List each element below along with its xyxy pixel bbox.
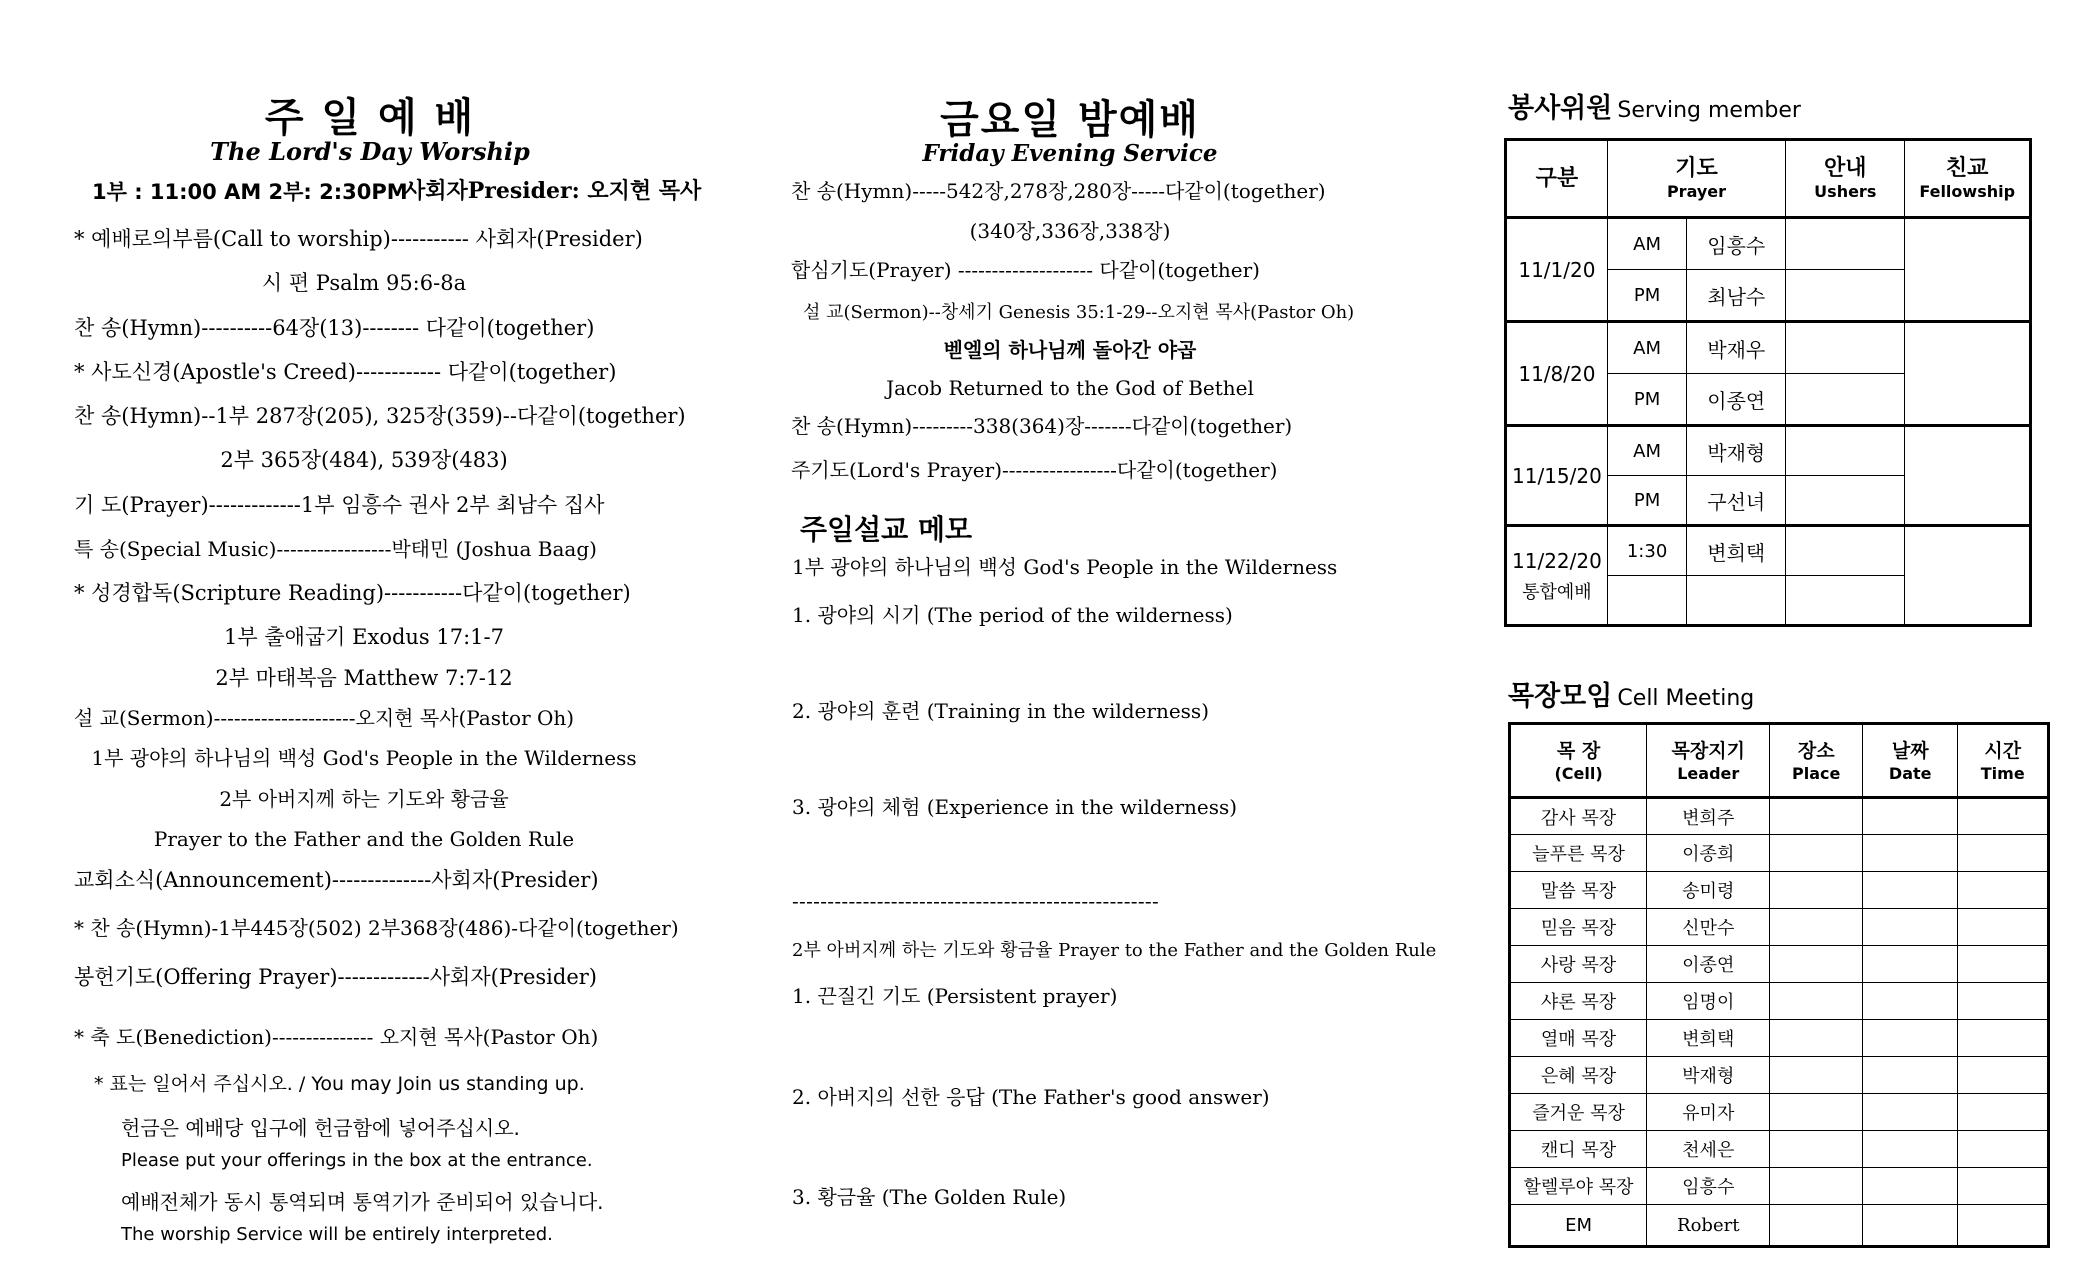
cell-place [1770, 1205, 1863, 1247]
order-item: 시 편 Psalm 95:6-8a [261, 271, 467, 295]
serving-slot: AM [1607, 426, 1686, 476]
cell-place [1770, 909, 1863, 946]
serving-date: 11/22/20 통합예배 [1506, 526, 1608, 626]
cell-time [1958, 1020, 2049, 1057]
memo-line: 3. 광야의 체험 (Experience in the wilderness) [792, 795, 1238, 819]
cell-name: 감사 목장 [1510, 798, 1647, 835]
serving-slot: PM [1607, 476, 1686, 526]
cell-time [1958, 983, 2049, 1020]
friday-item: (340장,336장,338장) [969, 219, 1171, 243]
header-ushers: 안내 Ushers [1786, 140, 1905, 218]
memo-line: 3. 황금율 (The Golden Rule) [792, 1185, 1067, 1209]
serving-prayer-name: 이종연 [1687, 374, 1786, 426]
header-place: 장소 Place [1770, 724, 1863, 798]
cell-name: 말씀 목장 [1510, 872, 1647, 909]
serving-heading [1508, 86, 1801, 125]
serving-date: 11/8/20 [1506, 322, 1608, 426]
cell-name: EM [1510, 1205, 1647, 1247]
order-item: 봉헌기도(Offering Prayer)-------------사회자(Presider) [74, 965, 597, 989]
cell-place [1770, 1057, 1863, 1094]
serving-title-en: Serving member [1617, 98, 1801, 123]
cell-name: 열매 목장 [1510, 1020, 1647, 1057]
header-date: 날짜 Date [1862, 724, 1957, 798]
serving-header-row [1506, 140, 2031, 218]
note-offering-ko: 헌금은 예배당 입구에 헌금함에 넣어주십시오. [121, 1116, 520, 1140]
memo-line: 2. 광야의 훈련 (Training in the wilderness) [792, 699, 1210, 723]
cell-place [1770, 798, 1863, 835]
order-item: 2부 365장(484), 539장(483) [220, 448, 508, 472]
sunday-subtitle: The Lord's Day Worship [210, 137, 530, 166]
cell-date [1862, 835, 1957, 872]
serving-slot: AM [1607, 218, 1686, 270]
serving-slot: AM [1607, 322, 1686, 374]
serving-prayer-name: 변희택 [1687, 526, 1786, 576]
friday-item: Jacob Returned to the God of Bethel [886, 376, 1254, 400]
cell-time [1958, 1205, 2049, 1247]
serving-fellowship-cell [1905, 218, 2031, 322]
cell-place [1770, 1168, 1863, 1205]
serving-usher-cell [1786, 218, 1905, 270]
friday-item: 설 교(Sermon)--창세기 Genesis 35:1-29--오지현 목사(Pastor Oh) [803, 302, 1355, 323]
order-item: 2부 아버지께 하는 기도와 황금율 [219, 787, 509, 811]
cell-title-ko: 목장모임 [1508, 681, 1613, 712]
serving-slot [1607, 576, 1686, 626]
cell-time [1958, 1094, 2049, 1131]
friday-item: 찬 송(Hymn)-----542장,278장,280장-----다같이(together) [791, 179, 1326, 203]
serving-usher-cell [1786, 476, 1905, 526]
serving-title-ko: 봉사위원 [1508, 93, 1613, 124]
order-item: 2부 마태복음 Matthew 7:7-12 [215, 666, 513, 690]
table-row [1510, 1020, 2049, 1057]
cell-place [1770, 835, 1863, 872]
table-row [1510, 1094, 2049, 1131]
cell-leader: 변희주 [1647, 798, 1770, 835]
cell-date [1862, 1205, 1957, 1247]
table-row [1510, 1057, 2049, 1094]
cell-date [1862, 946, 1957, 983]
friday-item: 합심기도(Prayer) -------------------- 다같이(together) [791, 258, 1260, 282]
header-time: 시간 Time [1958, 724, 2049, 798]
cell-time [1958, 798, 2049, 835]
cell-date [1862, 909, 1957, 946]
header-category: 구분 [1506, 140, 1608, 218]
cell-place [1770, 1131, 1863, 1168]
cell-name: 샤론 목장 [1510, 983, 1647, 1020]
order-item: 교회소식(Announcement)--------------사회자(Presider) [74, 868, 599, 892]
cell-date [1862, 1057, 1957, 1094]
order-item: 찬 송(Hymn)--1부 287장(205), 325장(359)--다같이(together) [74, 404, 686, 428]
header-fellowship: 친교 Fellowship [1905, 140, 2031, 218]
serving-fellowship-cell [1905, 322, 2031, 426]
cell-heading [1508, 674, 1754, 713]
table-row [1506, 322, 2031, 374]
order-item: 1부 출애굽기 Exodus 17:1-7 [224, 625, 504, 649]
cell-leader: 이종희 [1647, 835, 1770, 872]
note-offering-en: Please put your offerings in the box at the entrance. [121, 1150, 593, 1171]
serving-date: 11/15/20 [1506, 426, 1608, 526]
cell-date [1862, 1020, 1957, 1057]
note-standing: * 표는 일어서 주십시오. / You may Join us standing up. [94, 1073, 585, 1095]
order-item: * 성경합독(Scripture Reading)-----------다같이(together) [74, 581, 631, 605]
cell-table [1508, 722, 2050, 1248]
friday-item: 주기도(Lord's Prayer)-----------------다같이(together) [791, 458, 1278, 482]
order-item: Prayer to the Father and the Golden Rule [153, 827, 575, 851]
memo-title: 주일설교 메모 [800, 513, 973, 546]
serving-usher-cell [1786, 270, 1905, 322]
friday-title: 금요일 밤예배 [940, 97, 1200, 143]
cell-leader: 유미자 [1647, 1094, 1770, 1131]
cell-leader: Robert [1647, 1205, 1770, 1247]
header-prayer: 기도 Prayer [1607, 140, 1785, 218]
serving-usher-cell [1786, 526, 1905, 576]
cell-leader: 송미령 [1647, 872, 1770, 909]
order-item: * 사도신경(Apostle's Creed)------------ 다같이(together) [74, 360, 617, 384]
cell-leader: 이종연 [1647, 946, 1770, 983]
serving-slot: 1:30 [1607, 526, 1686, 576]
header-cell: 목 장 (Cell) [1510, 724, 1647, 798]
table-row [1510, 872, 2049, 909]
cell-place [1770, 1094, 1863, 1131]
cell-time [1958, 909, 2049, 946]
cell-time [1958, 835, 2049, 872]
friday-item: 찬 송(Hymn)---------338(364)장-------다같이(together) [791, 414, 1293, 438]
serving-fellowship-cell [1905, 526, 2031, 626]
memo-line: 1. 끈질긴 기도 (Persistent prayer) [792, 984, 1118, 1008]
cell-name: 즐거운 목장 [1510, 1094, 1647, 1131]
memo-line: 2부 아버지께 하는 기도와 황금율 Prayer to the Father and the Golden Rule [792, 940, 1437, 961]
table-row [1506, 218, 2031, 270]
table-row [1506, 526, 2031, 576]
serving-prayer-name: 박재형 [1687, 426, 1786, 476]
order-item: 1부 광야의 하나님의 백성 God's People in the Wilderness [91, 746, 637, 770]
serving-date: 11/1/20 [1506, 218, 1608, 322]
cell-date [1862, 983, 1957, 1020]
serving-slot: PM [1607, 374, 1686, 426]
cell-date [1862, 1094, 1957, 1131]
table-row [1510, 983, 2049, 1020]
cell-name: 믿음 목장 [1510, 909, 1647, 946]
header-leader: 목장지기 Leader [1647, 724, 1770, 798]
order-item: 기 도(Prayer)-------------1부 임흥수 권사 2부 최남수 집사 [74, 493, 605, 517]
cell-leader: 변희택 [1647, 1020, 1770, 1057]
cell-place [1770, 872, 1863, 909]
serving-usher-cell [1786, 374, 1905, 426]
cell-leader: 신만수 [1647, 909, 1770, 946]
presider-label: 사회자Presider: 오지현 목사 [404, 178, 702, 204]
cell-name: 은혜 목장 [1510, 1057, 1647, 1094]
table-row [1510, 1131, 2049, 1168]
cell-header-row [1510, 724, 2049, 798]
cell-time [1958, 1057, 2049, 1094]
serving-usher-cell [1786, 576, 1905, 626]
order-item: 찬 송(Hymn)----------64장(13)-------- 다같이(together) [74, 316, 595, 340]
cell-place [1770, 1020, 1863, 1057]
cell-date [1862, 798, 1957, 835]
cell-leader: 박재형 [1647, 1057, 1770, 1094]
table-row [1510, 1205, 2049, 1247]
serving-slot: PM [1607, 270, 1686, 322]
friday-subtitle: Friday Evening Service [922, 140, 1218, 167]
table-row [1510, 798, 2049, 835]
cell-name: 사랑 목장 [1510, 946, 1647, 983]
order-item: * 축 도(Benediction)--------------- 오지현 목사(Pastor Oh) [74, 1025, 599, 1049]
serving-prayer-name: 구선녀 [1687, 476, 1786, 526]
memo-line: 2. 아버지의 선한 응답 (The Father's good answer) [792, 1085, 1270, 1109]
cell-place [1770, 983, 1863, 1020]
order-item: 특 송(Special Music)-----------------박태민 (Joshua Baag) [74, 537, 597, 561]
service-times: 1부 : 11:00 AM 2부: 2:30PM [92, 180, 408, 204]
friday-item: 벧엘의 하나님께 돌아간 야곱 [943, 338, 1197, 362]
cell-name: 늘푸른 목장 [1510, 835, 1647, 872]
sunday-title: 주 일 예 배 [264, 95, 476, 141]
table-row [1510, 909, 2049, 946]
cell-place [1770, 946, 1863, 983]
cell-name: 할렐루야 목장 [1510, 1168, 1647, 1205]
cell-time [1958, 1168, 2049, 1205]
cell-time [1958, 872, 2049, 909]
cell-date [1862, 1168, 1957, 1205]
cell-leader: 임흥수 [1647, 1168, 1770, 1205]
cell-title-en: Cell Meeting [1617, 686, 1755, 711]
serving-prayer-name [1687, 576, 1786, 626]
serving-fellowship-cell [1905, 426, 2031, 526]
serving-usher-cell [1786, 322, 1905, 374]
memo-divider: ---------------------------------------------------- [792, 889, 1160, 913]
cell-date [1862, 1131, 1957, 1168]
cell-leader: 임명이 [1647, 983, 1770, 1020]
serving-prayer-name: 임흥수 [1687, 218, 1786, 270]
serving-table [1504, 138, 2032, 627]
cell-date [1862, 872, 1957, 909]
cell-name: 캔디 목장 [1510, 1131, 1647, 1168]
cell-time [1958, 946, 2049, 983]
table-row [1506, 426, 2031, 476]
memo-line: 1부 광야의 하나님의 백성 God's People in the Wilderness [792, 555, 1338, 579]
serving-prayer-name: 박재우 [1687, 322, 1786, 374]
memo-line: 1. 광야의 시기 (The period of the wilderness) [792, 603, 1233, 627]
order-item: * 예배로의부름(Call to worship)----------- 사회자(Presider) [74, 227, 643, 251]
cell-leader: 천세은 [1647, 1131, 1770, 1168]
table-row [1510, 946, 2049, 983]
table-row [1510, 835, 2049, 872]
order-item: * 찬 송(Hymn)-1부445장(502) 2부368장(486)-다같이(together) [74, 916, 679, 940]
cell-time [1958, 1131, 2049, 1168]
order-item: 설 교(Sermon)---------------------오지현 목사(Pastor Oh) [74, 706, 575, 730]
table-row [1510, 1168, 2049, 1205]
serving-prayer-name: 최남수 [1687, 270, 1786, 322]
note-interpretation-ko: 예배전체가 동시 통역되며 통역기가 준비되어 있습니다. [121, 1190, 604, 1214]
serving-usher-cell [1786, 426, 1905, 476]
note-interpretation-en: The worship Service will be entirely interpreted. [121, 1224, 553, 1245]
